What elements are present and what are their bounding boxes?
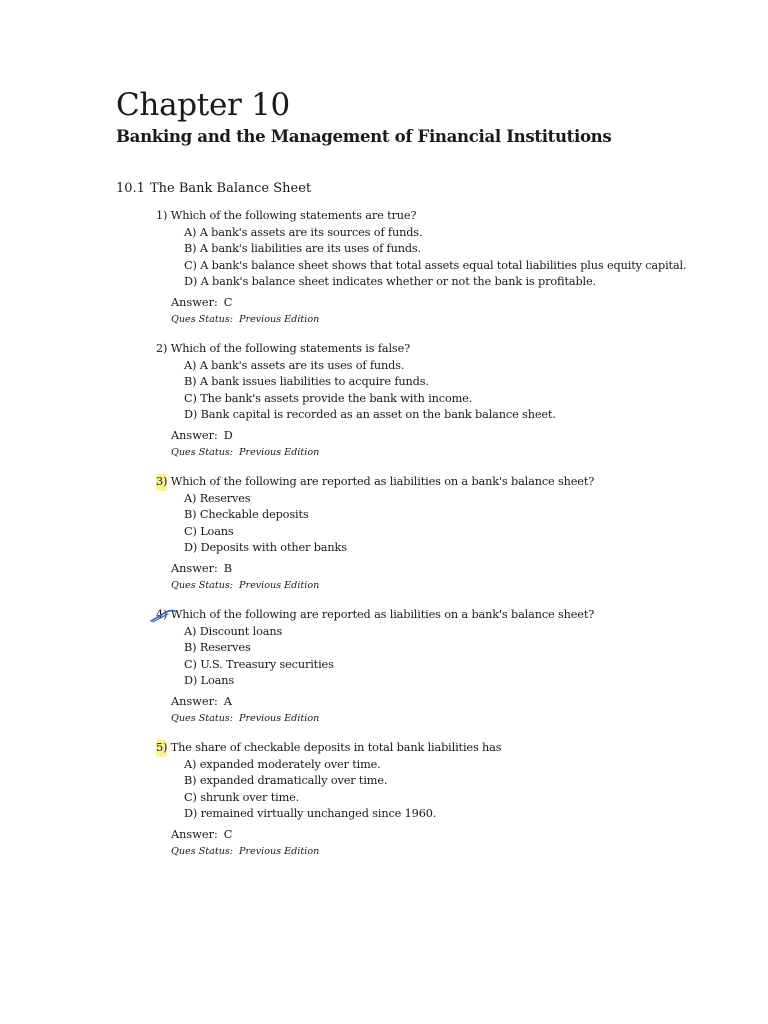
- option-c: C) U.S. Treasury securities: [184, 657, 334, 671]
- option-a: A) Reserves: [184, 491, 251, 505]
- option-b: B) A bank's liabilities are its uses of funds.: [184, 242, 422, 255]
- highlighted-question-number: 5): [156, 740, 167, 757]
- option-b: B) Checkable deposits: [184, 508, 309, 521]
- question-text: The share of checkable deposits in total bank liabilities has: [170, 741, 502, 754]
- section-title: The Bank Balance Sheet: [150, 181, 312, 196]
- option-list: [156, 757, 746, 823]
- option-a: A) Discount loans: [184, 624, 283, 638]
- option-d: D) A bank's balance sheet indicates whether or not the bank is profitable.: [184, 275, 596, 288]
- question-text: Which of the following statements is false?: [170, 342, 411, 355]
- answer-line: [156, 561, 746, 577]
- answer-line: [156, 428, 746, 444]
- answer-label: Answer:: [171, 428, 218, 442]
- status-label: Ques Status:: [171, 313, 234, 325]
- question-stem: [156, 740, 746, 757]
- status-label: Ques Status:: [171, 446, 234, 458]
- answer-value: C: [223, 827, 233, 841]
- section-heading: [116, 180, 311, 198]
- option-list: [156, 358, 746, 424]
- option-c: C) A bank's balance sheet shows that total assets equal total liabilities plus equity capital.: [184, 258, 687, 272]
- status-value: Previous Edition: [239, 579, 320, 591]
- answer-label: Answer:: [171, 694, 218, 708]
- chapter-subtitle: Banking and the Management of Financial Institutions: [116, 126, 612, 146]
- question-2: [156, 341, 746, 459]
- status-value: Previous Edition: [239, 446, 320, 458]
- question-stem: [156, 474, 746, 491]
- option-a: A) A bank's assets are its uses of funds.: [184, 358, 405, 372]
- question-number: 1): [156, 209, 168, 222]
- question-3: [156, 474, 746, 592]
- option-c: C) The bank's assets provide the bank with income.: [184, 391, 473, 405]
- status-value: Previous Edition: [239, 712, 320, 724]
- option-d: D) remained virtually unchanged since 1960.: [184, 807, 437, 820]
- option-d: D) Loans: [184, 674, 234, 687]
- option-list: [156, 491, 746, 557]
- question-5: [156, 740, 746, 858]
- option-d: D) Bank capital is recorded as an asset on the bank balance sheet.: [184, 408, 556, 421]
- answer-label: Answer:: [171, 295, 218, 309]
- question-text: Which of the following are reported as liabilities on a bank's balance sheet?: [170, 475, 595, 488]
- answer-line: [156, 295, 746, 311]
- option-d: D) Deposits with other banks: [184, 541, 347, 554]
- answer-value: C: [223, 295, 233, 309]
- option-b: B) Reserves: [184, 641, 251, 654]
- option-a: A) A bank's assets are its sources of funds.: [184, 225, 423, 239]
- option-list: [156, 624, 746, 690]
- answer-value: A: [223, 694, 232, 708]
- question-stem: [156, 341, 746, 358]
- option-b: B) A bank issues liabilities to acquire funds.: [184, 375, 429, 388]
- answer-label: Answer:: [171, 561, 218, 575]
- section-number: 10.1: [116, 181, 145, 196]
- answer-value: B: [223, 561, 233, 575]
- question-status: [156, 845, 746, 858]
- question-status: [156, 313, 746, 326]
- question-status: [156, 712, 746, 725]
- pen-strike-mark-icon: [150, 609, 176, 623]
- question-text: Which of the following statements are true?: [170, 209, 417, 222]
- option-c: C) shrunk over time.: [184, 790, 300, 804]
- question-text: Which of the following are reported as liabilities on a bank's balance sheet?: [170, 608, 595, 621]
- highlighted-question-number: 3): [156, 474, 167, 491]
- option-b: B) expanded dramatically over time.: [184, 774, 388, 787]
- question-1: [156, 208, 746, 326]
- question-4: [156, 607, 746, 725]
- question-status: [156, 446, 746, 459]
- status-label: Ques Status:: [171, 579, 234, 591]
- question-status: [156, 579, 746, 592]
- chapter-title: Chapter 10: [116, 87, 290, 123]
- question-stem: [156, 208, 746, 225]
- status-value: Previous Edition: [239, 845, 320, 857]
- status-label: Ques Status:: [171, 845, 234, 857]
- answer-line: [156, 827, 746, 843]
- question-stem: [156, 607, 746, 624]
- option-c: C) Loans: [184, 524, 234, 538]
- option-list: [156, 225, 746, 291]
- marked-question-number: [156, 607, 167, 624]
- answer-line: [156, 694, 746, 710]
- status-value: Previous Edition: [239, 313, 320, 325]
- status-label: Ques Status:: [171, 712, 234, 724]
- option-a: A) expanded moderately over time.: [184, 757, 381, 771]
- answer-label: Answer:: [171, 827, 218, 841]
- answer-value: D: [223, 428, 233, 442]
- question-number: 4): [156, 608, 168, 621]
- question-number: 2): [156, 342, 168, 355]
